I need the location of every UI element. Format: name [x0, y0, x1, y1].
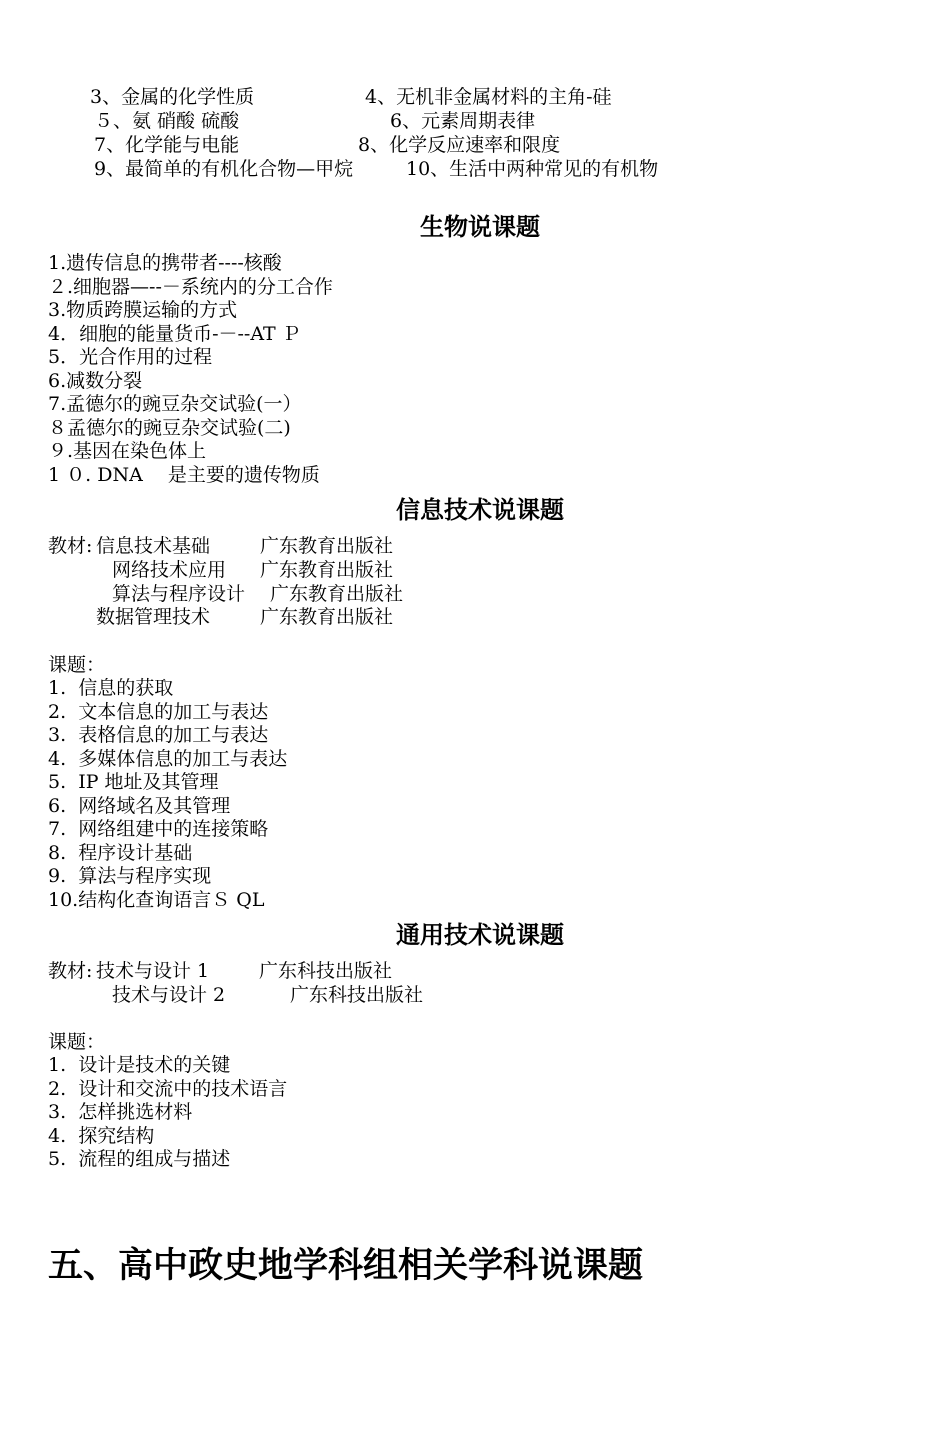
biology-item: 7.孟德尔的豌豆杂交试验(一） [48, 393, 302, 415]
biology-item: ９.基因在染色体上 [48, 440, 207, 462]
gt-textbook-name: 技术与设计 1 [96, 960, 210, 982]
gt-topic: 1. 设计是技术的关键 [48, 1054, 231, 1076]
chem-topic-4: 4、无机非金属材料的主角-硅 [365, 86, 612, 108]
biology-item: 3.物质跨膜运输的方式 [48, 299, 238, 321]
it-textbook-publisher: 广东教育出版社 [270, 583, 404, 605]
gt-topics-label: 课题： [48, 1031, 106, 1053]
gt-textbook-publisher: 广东科技出版社 [290, 984, 424, 1006]
it-textbook-label: 教材: [48, 535, 93, 557]
section-five-title: 五、高中政史地学科组相关学科说课题 [48, 1246, 644, 1286]
biology-item: 6.减数分裂 [48, 370, 143, 392]
chem-topic-5: ５、氨 硝酸 硫酸 [94, 110, 240, 132]
it-topic: 3. 表格信息的加工与表达 [48, 724, 269, 746]
gt-topic: 5. 流程的组成与描述 [48, 1148, 231, 1170]
it-topic: 2. 文本信息的加工与表达 [48, 701, 269, 723]
chem-topic-3: 3、金属的化学性质 [90, 86, 255, 108]
it-textbook-publisher: 广东教育出版社 [260, 559, 394, 581]
it-topic: 5. IP 地址及其管理 [48, 771, 219, 793]
it-textbook-publisher: 广东教育出版社 [260, 535, 394, 557]
it-topic: 9. 算法与程序实现 [48, 865, 212, 887]
biology-title: 生物说课题 [420, 213, 540, 241]
gt-textbook-publisher: 广东科技出版社 [259, 960, 393, 982]
it-textbook-name: 网络技术应用 [112, 559, 227, 581]
general-tech-title: 通用技术说课题 [396, 921, 564, 949]
it-topic: 8. 程序设计基础 [48, 842, 193, 864]
it-textbook-name: 算法与程序设计 [112, 583, 246, 605]
it-topics-label: 课题： [48, 654, 106, 676]
it-title: 信息技术说课题 [396, 496, 564, 524]
chem-topic-7: 7、化学能与电能 [94, 134, 240, 156]
it-topic: 7. 网络组建中的连接策略 [48, 818, 269, 840]
it-topic: 10.结构化查询语言Ｓ QL [48, 889, 265, 911]
gt-topic: 4. 探究结构 [48, 1125, 155, 1147]
it-textbook-name: 信息技术基础 [96, 535, 211, 557]
gt-textbook-name: 技术与设计 2 [112, 984, 226, 1006]
biology-item: ８孟德尔的豌豆杂交试验(二) [48, 417, 291, 439]
biology-item: 1.遗传信息的携带者----核酸 [48, 252, 282, 274]
gt-topic: 3. 怎样挑选材料 [48, 1101, 193, 1123]
it-topic: 6. 网络域名及其管理 [48, 795, 231, 817]
biology-item: 5．光合作用的过程 [48, 346, 213, 368]
biology-item: 1 ０. DNA 是主要的遗传物质 [48, 464, 320, 486]
gt-topic: 2. 设计和交流中的技术语言 [48, 1078, 288, 1100]
it-textbook-publisher: 广东教育出版社 [260, 606, 394, 628]
chem-topic-8: 8、化学反应速率和限度 [358, 134, 561, 156]
biology-item: ２.细胞器—--－系统内的分工合作 [48, 276, 333, 298]
biology-item: 4．细胞的能量货币-－--AT Ｐ [48, 323, 301, 345]
chem-topic-6: 6、元素周期表律 [390, 110, 536, 132]
chem-topic-10: 10、生活中两种常见的有机物 [406, 158, 659, 180]
it-topic: 1. 信息的获取 [48, 677, 174, 699]
it-topic: 4. 多媒体信息的加工与表达 [48, 748, 288, 770]
chem-topic-9: 9、最简单的有机化合物—甲烷 [94, 158, 354, 180]
gt-textbook-label: 教材: [48, 960, 93, 982]
it-textbook-name: 数据管理技术 [96, 606, 211, 628]
